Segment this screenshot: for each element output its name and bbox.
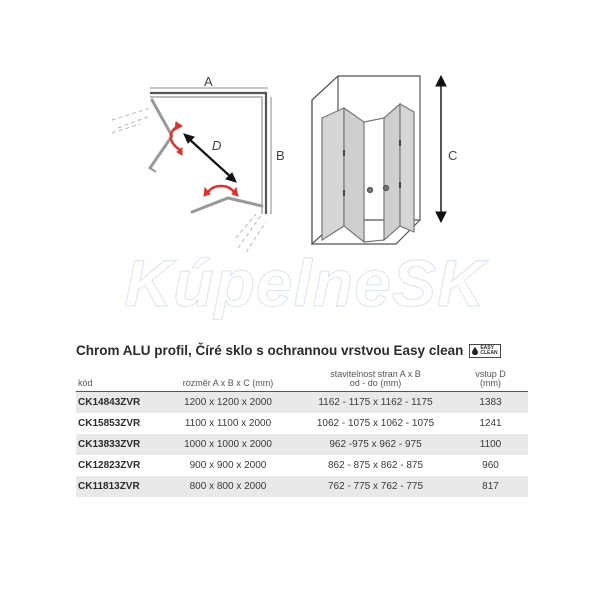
cell-kod: CK15853ZVR <box>78 418 141 429</box>
cell-rozmer: 900 x 900 x 2000 <box>189 460 267 471</box>
label-a: A <box>204 74 213 89</box>
wall-hatch <box>112 108 266 252</box>
header-stavitelnost: stavitelnost stran A x B od - do (mm) <box>330 369 421 388</box>
cell-stavitelnost: 762 - 775 x 762 - 775 <box>327 481 424 492</box>
header-rozmer: rozměr A x B x C (mm) <box>182 378 274 388</box>
cell-stavitelnost: 962 -975 x 962 - 975 <box>329 439 422 450</box>
cell-kod: CK11813ZVR <box>78 481 140 492</box>
cell-rozmer: 1000 x 1000 x 2000 <box>184 439 272 450</box>
swing-arrow-bottom <box>208 186 234 192</box>
label-b: B <box>276 148 285 163</box>
glass-panel-side <box>384 104 400 240</box>
cell-rozmer: 800 x 800 x 2000 <box>189 481 267 492</box>
cell-kod: CK12823ZVR <box>78 460 141 471</box>
watermark-logo: KúpelneSK <box>124 246 486 320</box>
table-row <box>76 413 528 434</box>
door-panel-bottom <box>192 198 262 212</box>
plan-view <box>112 88 271 252</box>
easy-clean-badge <box>469 344 500 358</box>
wall-outline <box>150 93 266 214</box>
cell-vstup: 817 <box>482 481 499 492</box>
cell-stavitelnost: 1062 - 1075 x 1062 - 1075 <box>316 418 435 429</box>
cell-stavitelnost: 1162 - 1175 x 1162 - 1175 <box>318 397 433 408</box>
cell-vstup: 1100 <box>479 439 502 450</box>
label-d: D <box>212 138 222 153</box>
badge-line-2: CLEAN <box>480 349 498 356</box>
product-table <box>76 366 528 497</box>
table-row <box>76 392 528 414</box>
perspective-view <box>312 76 420 244</box>
cell-vstup: 1383 <box>479 397 502 408</box>
dimension-c <box>436 76 446 222</box>
door-panel-left <box>150 100 172 168</box>
cell-stavitelnost: 862 - 875 x 862 - 875 <box>327 460 424 471</box>
table-row <box>76 476 528 497</box>
table-header-row <box>76 366 528 392</box>
dimension-arrow-d <box>188 138 232 178</box>
handle-knob <box>368 188 373 193</box>
cell-vstup: 1241 <box>479 418 502 429</box>
water-drop-icon <box>472 347 478 355</box>
cell-rozmer: 1100 x 1100 x 2000 <box>184 418 272 429</box>
badge-line-1: EASY <box>480 344 494 351</box>
cell-rozmer: 1200 x 1200 x 2000 <box>184 397 272 408</box>
cell-kod: CK14843ZVR <box>78 397 141 408</box>
header-kod: kód <box>78 378 93 388</box>
label-c: C <box>448 148 458 163</box>
glass-panel-front <box>322 108 344 240</box>
header-vstup: vstup D (mm) <box>475 369 506 388</box>
cell-vstup: 960 <box>482 460 499 471</box>
cell-kod: CK13833ZVR <box>78 439 141 450</box>
heading-text: Chrom ALU profil, Číré sklo s ochrannou vrstvou Easy clean <box>76 343 464 358</box>
product-heading <box>76 343 501 358</box>
table-row <box>76 455 528 476</box>
table-row <box>76 434 528 455</box>
